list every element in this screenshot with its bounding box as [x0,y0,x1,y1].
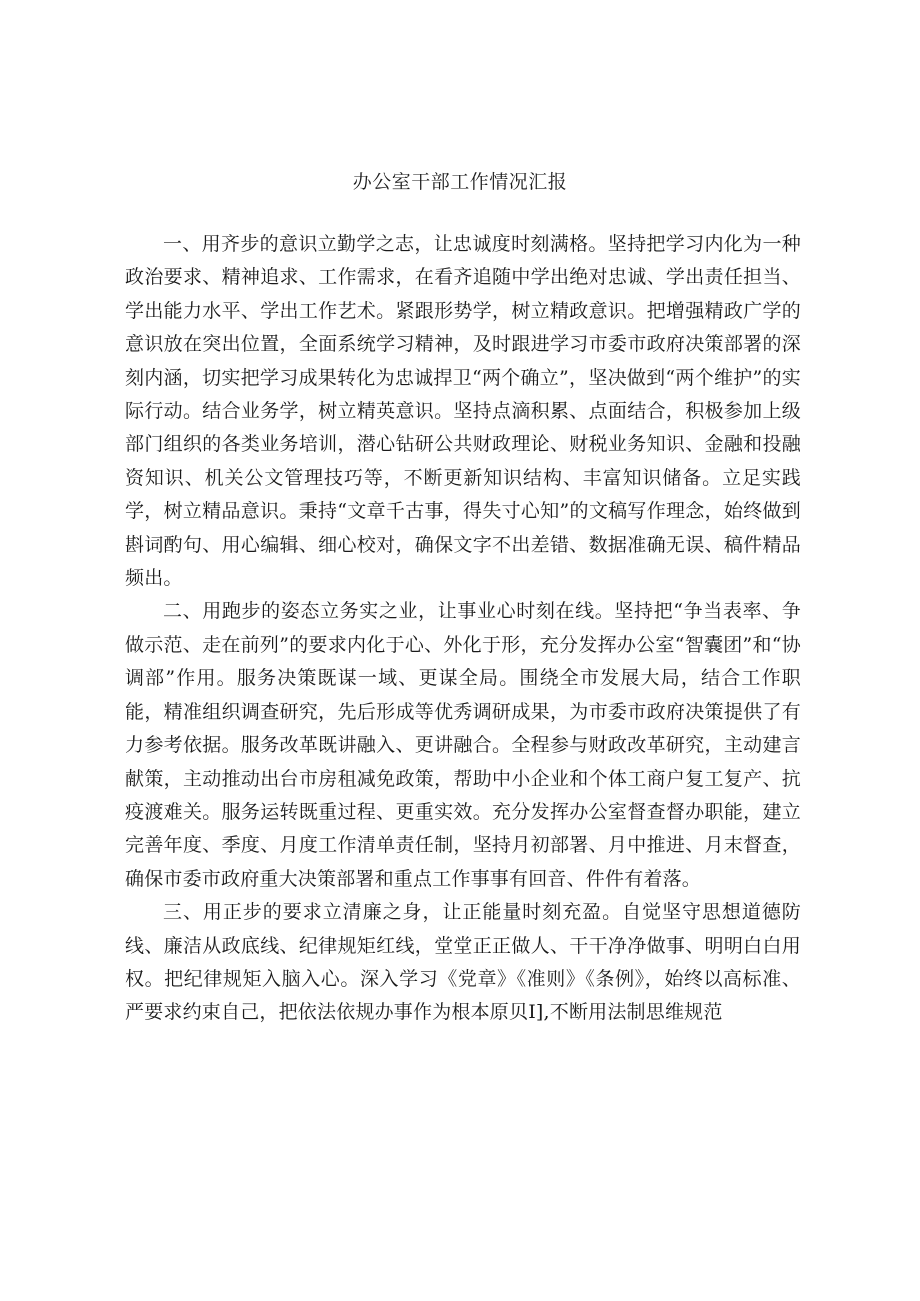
paragraph-2: 二、用跑步的姿态立务实之业，让事业心时刻在线。坚持把“争当表率、争做示范、走在前列”的要求内化于心、外化于形，充分发挥办公室“智囊团”和“协调部”作用。服务决策既谋一域、更谋全局。围绕全市发展大局，结合工作职能，精准组织调查研究，先后形成等优秀调研成果，为市委市政府决策提供了有力参考依据。服务改革既讲融入、更讲融合。全程参与财政改革研究，主动建言献策，主动推动出台市房租减免政策，帮助中小企业和个体工商户复工复产、抗疫渡难关。服务运转既重过程、更重实效。充分发挥办公室督查督办职能，建立完善年度、季度、月度工作清单责任制，坚持月初部署、月中推进、月末督查，确保市委市政府重大决策部署和重点工作事事有回音、件件有着落。 [125,600,801,890]
document-title: 办公室干部工作情况汇报 [352,171,568,193]
paragraph-1: 一、用齐步的意识立勤学之志，让忠诚度时刻满格。坚持把学习内化为一种政治要求、精神追求、工作需求，在看齐追随中学出绝对忠诚、学出责任担当、学出能力水平、学出工作艺术。紧跟形势学，树立精政意识。把增强精政广学的意识放在突出位置，全面系统学习精神，及时跟进学习市委市政府决策部署的深刻内涵，切实把学习成果转化为忠诚捍卫“两个确立”，坚决做到“两个维护”的实际行动。结合业务学，树立精英意识。坚持点滴积累、点面结合，积极参加上级部门组织的各类业务培训，潜心钻研公共财政理论、财税业务知识、金融和投融资知识、机关公文管理技巧等，不断更新知识结构、丰富知识储备。立足实践学，树立精品意识。秉持“文章千古事，得失寸心知”的文稿写作理念，始终做到斟词酌句、用心编辑、细心校对，确保文字不出差错、数据准确无误、稿件精品频出。 [125,233,801,590]
paragraph-3: 三、用正步的要求立清廉之身，让正能量时刻充盈。自觉坚守思想道德防线、廉洁从政底线、纪律规矩红线，堂堂正正做人、干干净净做事、明明白白用权。把纪律规矩入脑入心。深入学习《党章》《准则》《条例》，始终以高标准、严要求约束自己，把依法依规办事作为根本原贝I],不断用法制思维规范 [125,901,801,1024]
document-body [125,228,801,1030]
